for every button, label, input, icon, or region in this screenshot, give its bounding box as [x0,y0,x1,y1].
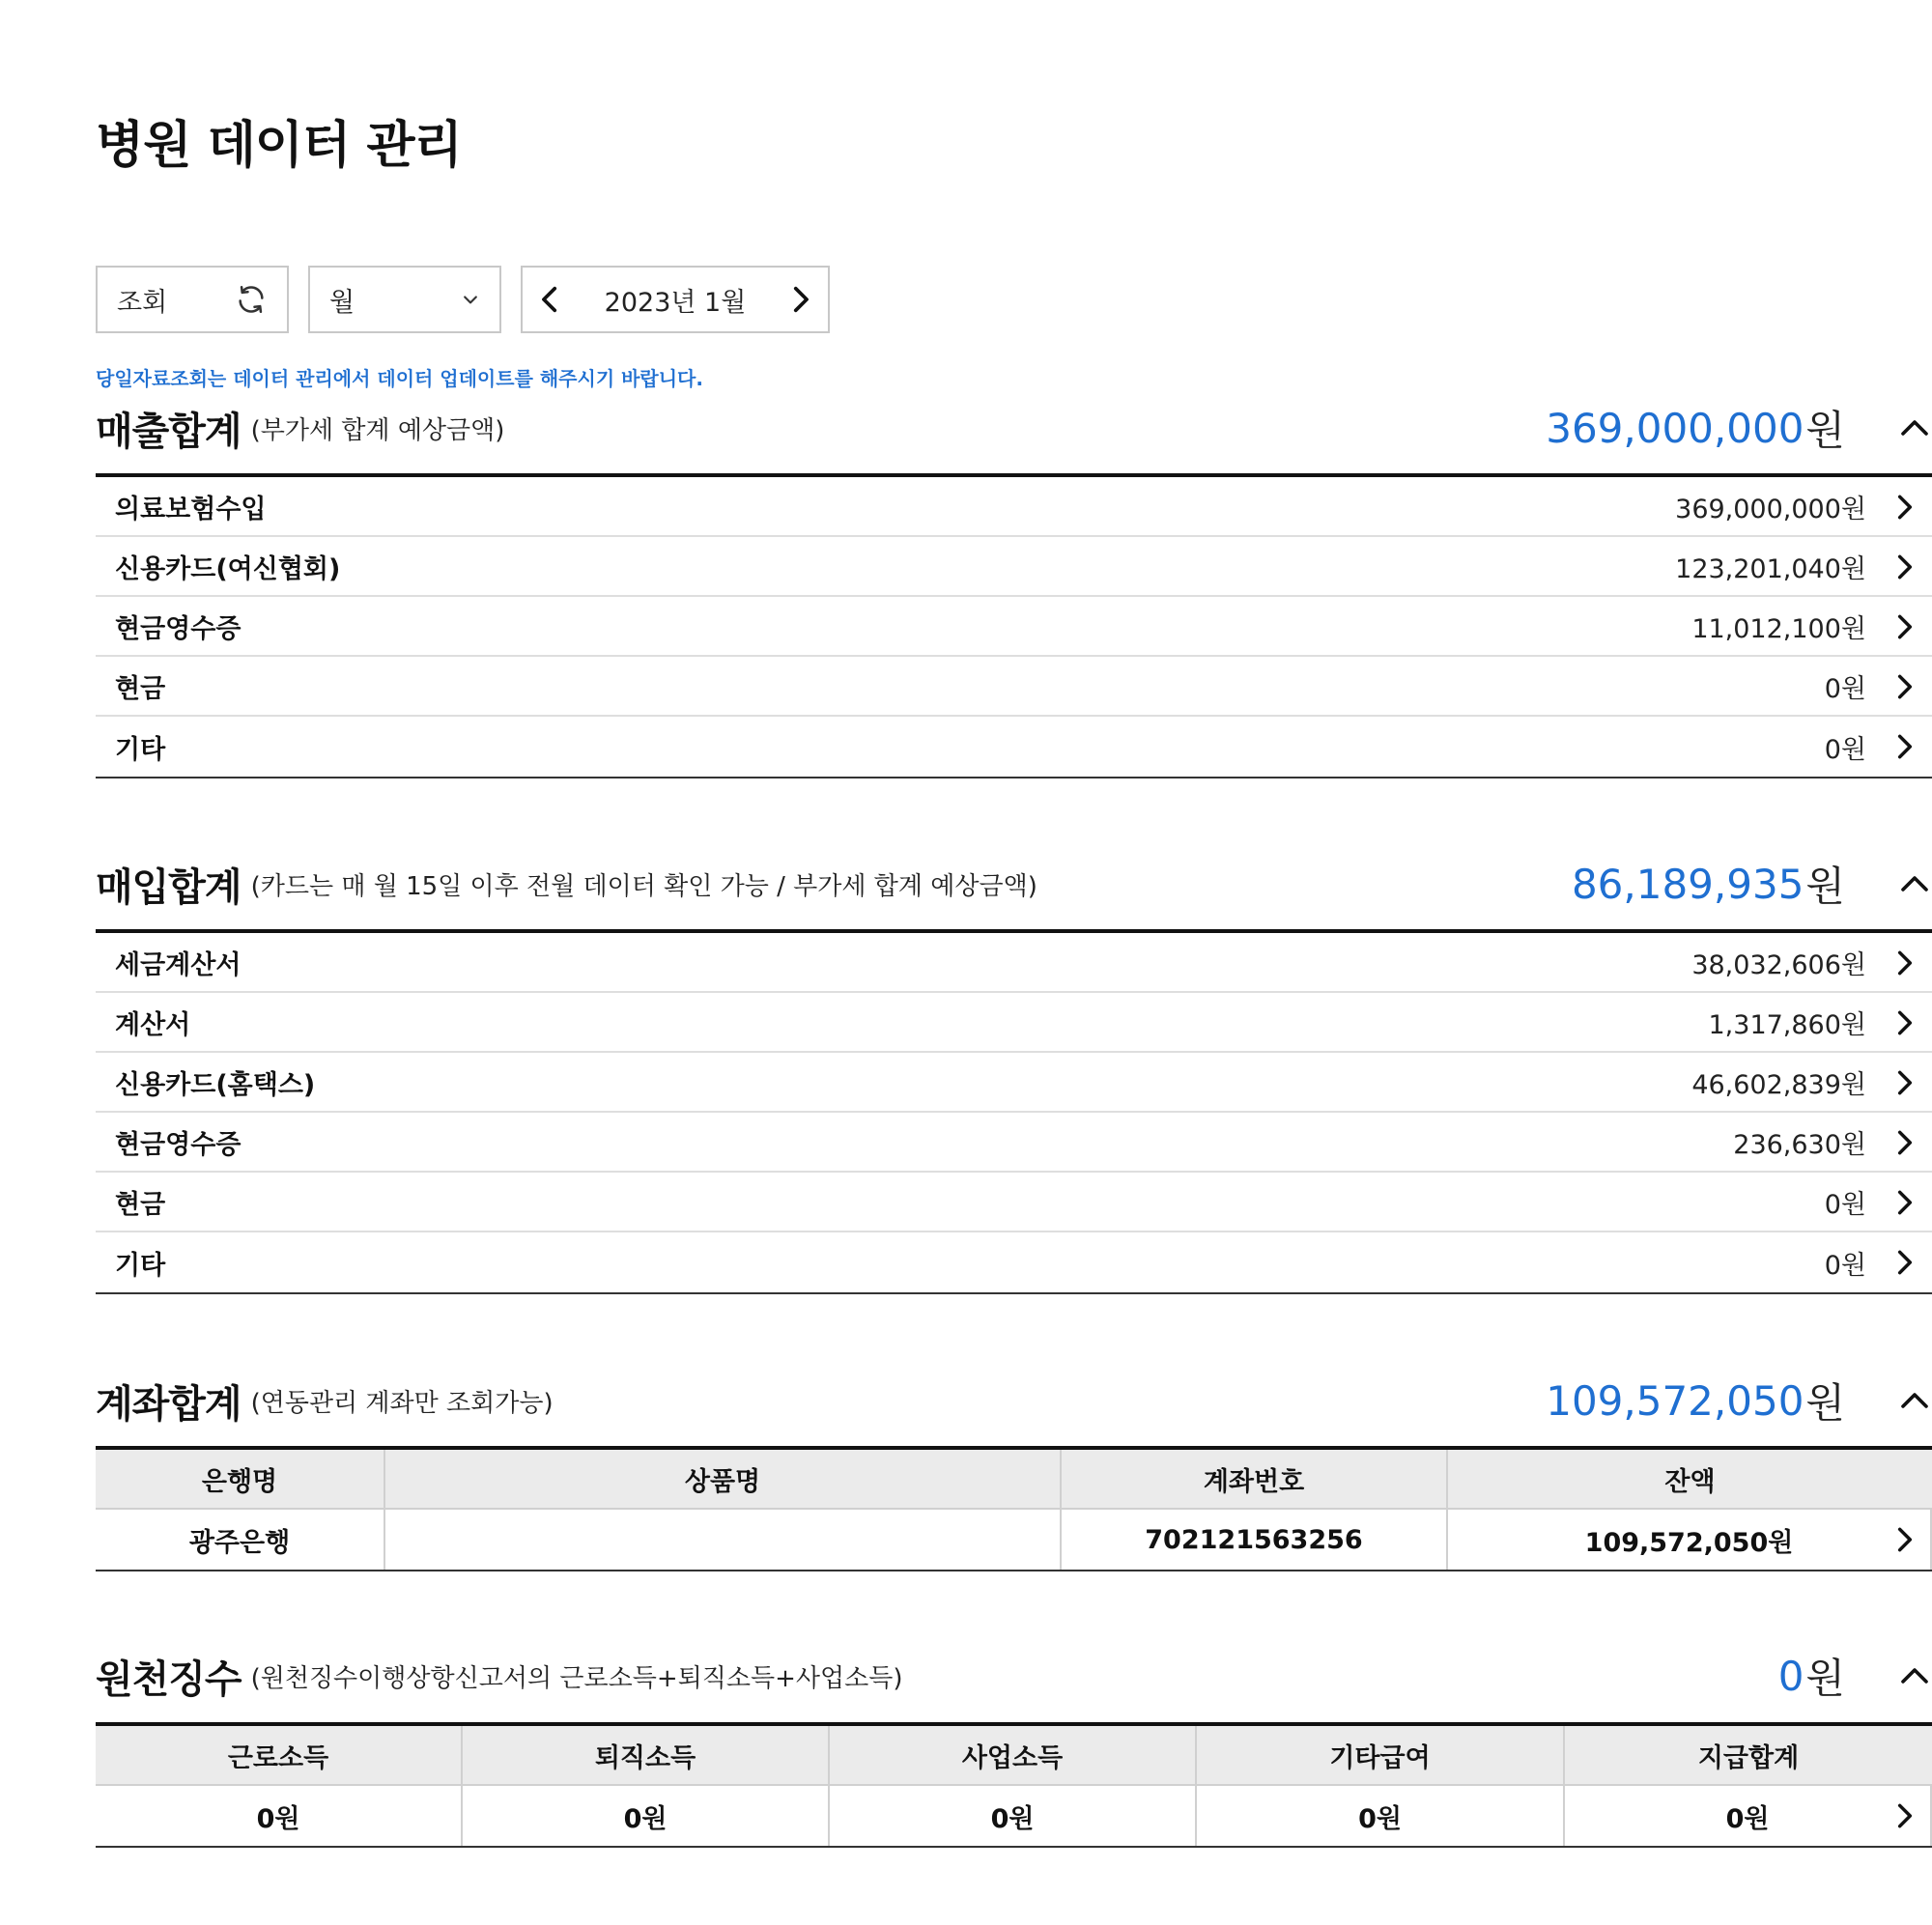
chevron-right-icon [1889,948,1920,978]
table-row[interactable] [96,1786,1932,1846]
row-label: 신용카드(여신협회) [115,553,341,584]
purchases-row-other[interactable] [96,1232,1932,1292]
chevron-right-icon [1889,671,1920,702]
accounts-section-header [96,1372,1932,1430]
withholding-subtitle: (원천징수이행상항신고서의 근로소득+퇴직소득+사업소득) [250,1663,903,1693]
refresh-label: 조회 [117,287,168,318]
row-value: 0원 [1824,1189,1866,1220]
chevron-right-icon [1889,492,1920,523]
chevron-right-icon [1889,1187,1920,1218]
prev-month-button[interactable] [534,283,567,316]
purchases-collapse-toggle[interactable] [1897,866,1932,901]
purchases-row-invoice[interactable] [96,993,1932,1053]
col-other-pay: 기타급여 [1197,1726,1565,1784]
row-value: 123,201,040원 [1675,553,1866,584]
chevron-right-icon [1889,611,1920,642]
sales-title: 매출합계 [96,409,242,454]
cell-business-income: 0원 [830,1786,1197,1846]
row-label: 현금 [115,1189,166,1220]
row-label: 현금영수증 [115,613,242,644]
chevron-up-icon [1897,1658,1932,1693]
cell-balance: 109,572,050원 [1448,1510,1932,1570]
row-label: 현금영수증 [115,1129,242,1160]
purchases-row-cash-receipt[interactable] [96,1113,1932,1173]
withholding-section-header [96,1647,1932,1705]
purchases-total-amount: 86,189,935 [1571,860,1804,908]
chevron-down-icon [461,290,480,309]
purchases-subtitle: (카드는 매 월 15일 이후 전월 데이터 확인 가능 / 부가세 합계 예상금액) [250,871,1037,901]
col-payment-total: 지급합계 [1697,1742,1800,1773]
accounts-total [1546,1372,1845,1430]
row-value: 0원 [1824,673,1866,704]
chevron-right-icon [1889,1127,1920,1158]
purchases-total-unit: 원 [1805,863,1845,910]
row-value: 0원 [1824,1250,1866,1281]
current-month-label: 2023년 1월 [604,287,747,318]
accounts-title: 계좌합계 [96,1381,242,1427]
purchases-row-tax-invoice[interactable] [96,933,1932,993]
accounts-total-unit: 원 [1805,1379,1845,1427]
chevron-up-icon [1897,410,1932,445]
row-value: 38,032,606원 [1691,949,1866,980]
refresh-button[interactable] [96,266,289,333]
row-value: 0원 [1824,734,1866,765]
withholding-table-header [96,1726,1932,1786]
chevron-right-icon [1889,1067,1920,1098]
row-label: 세금계산서 [115,949,242,980]
accounts-subtitle: (연동관리 계좌만 조회가능) [250,1388,554,1418]
row-label: 기타 [115,1250,166,1281]
withholding-total-unit: 원 [1805,1655,1845,1702]
row-value: 1,317,860원 [1708,1009,1866,1040]
period-select[interactable] [308,266,501,333]
row-label: 현금 [115,673,166,704]
purchases-row-credit-card[interactable] [96,1053,1932,1113]
accounts-total-amount: 109,572,050 [1546,1376,1804,1425]
col-balance: 잔액 [1664,1466,1716,1497]
withholding-table [96,1722,1932,1848]
cell-product-name [385,1510,1062,1570]
chevron-up-icon [1897,866,1932,901]
chevron-right-icon [1889,731,1920,762]
row-label: 기타 [115,734,166,765]
purchases-list [96,929,1932,1294]
cell-earned-income: 0원 [96,1786,463,1846]
sales-subtitle: (부가세 합계 예상금액) [250,415,505,445]
sales-row-cash-receipt[interactable] [96,597,1932,657]
row-label: 계산서 [115,1009,191,1040]
row-value: 46,602,839원 [1691,1069,1866,1100]
row-value: 11,012,100원 [1691,613,1866,644]
cell-retirement-income: 0원 [463,1786,830,1846]
chevron-right-icon [1889,1007,1920,1038]
sales-row-insurance[interactable] [96,477,1932,537]
cell-bank-name: 광주은행 [96,1510,385,1570]
next-month-button[interactable] [783,283,816,316]
col-account-number: 계좌번호 [1062,1450,1448,1508]
row-value: 369,000,000원 [1675,494,1866,524]
chevron-up-icon [1897,1383,1932,1418]
sales-total [1546,399,1845,457]
withholding-total-amount: 0 [1777,1652,1804,1700]
chevron-right-icon [1889,1247,1920,1278]
sales-section-header [96,399,1932,457]
chevron-right-icon [1889,1524,1920,1555]
purchases-row-cash[interactable] [96,1173,1932,1232]
sales-row-other[interactable] [96,717,1932,777]
withholding-title: 원천징수 [96,1656,242,1702]
sales-total-amount: 369,000,000 [1546,404,1804,452]
accounts-table [96,1446,1932,1571]
row-label: 신용카드(홈택스) [115,1069,316,1100]
withholding-total [1778,1647,1845,1705]
withholding-collapse-toggle[interactable] [1897,1658,1932,1693]
sales-total-unit: 원 [1805,407,1845,454]
purchases-title: 매입합계 [96,864,242,910]
date-navigator [521,266,830,333]
purchases-total [1572,855,1845,913]
col-business-income: 사업소득 [830,1726,1197,1784]
chevron-right-icon [1889,552,1920,582]
sales-row-cash[interactable] [96,657,1932,717]
cell-account-number: 702121563256 [1062,1510,1448,1570]
chevron-right-icon [1889,1800,1920,1831]
sales-list [96,473,1932,778]
accounts-collapse-toggle[interactable] [1897,1383,1932,1418]
col-bank-name: 은행명 [96,1450,385,1508]
sales-collapse-toggle[interactable] [1897,410,1932,445]
cell-payment-total: 0원 [1565,1786,1932,1846]
col-earned-income: 근로소득 [96,1726,463,1784]
page-title: 병원 데이터 관리 [96,117,462,175]
col-retirement-income: 퇴직소득 [463,1726,830,1784]
col-product-name: 상품명 [385,1450,1062,1508]
row-label: 의료보험수입 [115,494,267,524]
sales-row-credit-card[interactable] [96,537,1932,597]
table-row[interactable] [96,1510,1932,1570]
cell-other-pay: 0원 [1197,1786,1565,1846]
row-value: 236,630원 [1733,1129,1866,1160]
purchases-section-header [96,855,1932,913]
update-notice: 당일자료조회는 데이터 관리에서 데이터 업데이트를 해주시기 바랍니다. [96,367,703,390]
accounts-table-header [96,1450,1932,1510]
refresh-icon [235,283,268,316]
period-select-value: 월 [329,287,355,318]
